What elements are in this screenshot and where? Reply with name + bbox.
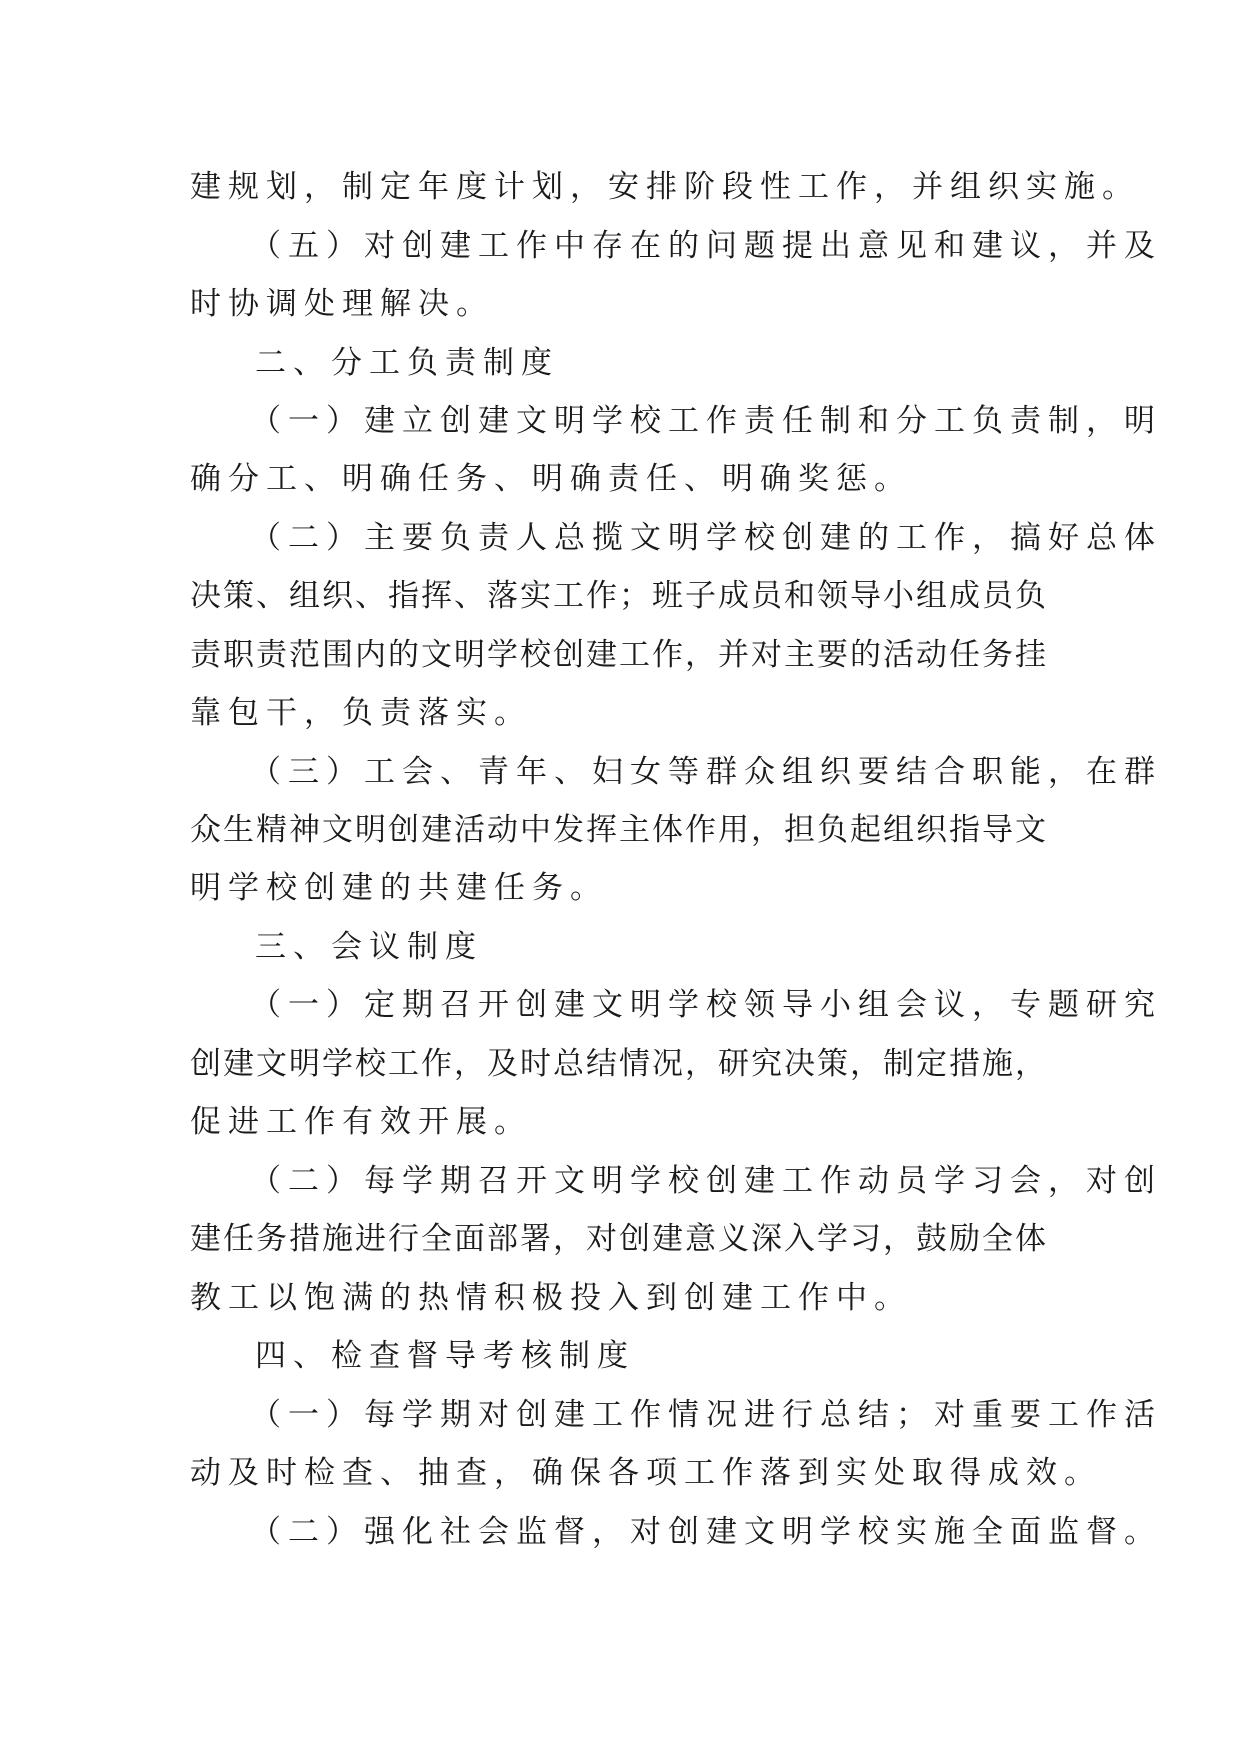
body-line: 创建文明学校工作，及时总结情况，研究决策，制定措施， <box>190 1046 1048 1082</box>
body-line: （一）建立创建文明学校工作责任制和分工负责制，明 <box>250 403 1162 439</box>
body-line: 明学校创建的共建任务。 <box>190 870 608 906</box>
body-line: （二）主要负责人总揽文明学校创建的工作，搞好总体 <box>250 520 1162 556</box>
body-line: 教工以饱满的热情积极投入到创建工作中。 <box>190 1280 912 1316</box>
body-line: （二）每学期召开文明学校创建工作动员学习会，对创 <box>250 1163 1162 1199</box>
body-line: 动及时检查、抽查，确保各项工作落到实处取得成效。 <box>190 1455 1102 1491</box>
body-line: 时协调处理解决。 <box>190 286 494 322</box>
body-line: 责职责范围内的文明学校创建工作，并对主要的活动任务挂 <box>190 637 1048 673</box>
body-line: 确分工、明确任务、明确责任、明确奖惩。 <box>190 461 912 497</box>
body-line: 决策、组织、指挥、落实工作；班子成员和领导小组成员负 <box>190 578 1048 614</box>
body-line: 建规划，制定年度计划，安排阶段性工作，并组织实施。 <box>190 169 1140 205</box>
body-line: （二）强化社会监督，对创建文明学校实施全面监督。 <box>250 1514 1162 1550</box>
section-heading: 二、分工负责制度 <box>255 345 559 381</box>
body-line: （一）定期召开创建文明学校领导小组会议，专题研究 <box>250 987 1162 1023</box>
body-line: （三）工会、青年、妇女等群众组织要结合职能，在群 <box>250 754 1162 790</box>
section-heading: 三、会议制度 <box>255 929 483 965</box>
body-line: 促进工作有效开展。 <box>190 1104 532 1140</box>
body-line: 靠包干，负责落实。 <box>190 695 532 731</box>
body-line: （五）对创建工作中存在的问题提出意见和建议，并及 <box>250 228 1162 264</box>
section-heading: 四、检查督导考核制度 <box>255 1338 635 1374</box>
body-line: 建任务措施进行全面部署，对创建意义深入学习，鼓励全体 <box>190 1221 1048 1257</box>
body-line: （一）每学期对创建工作情况进行总结；对重要工作活 <box>250 1397 1162 1433</box>
body-line: 众生精神文明创建活动中发挥主体作用，担负起组织指导文 <box>190 812 1048 848</box>
